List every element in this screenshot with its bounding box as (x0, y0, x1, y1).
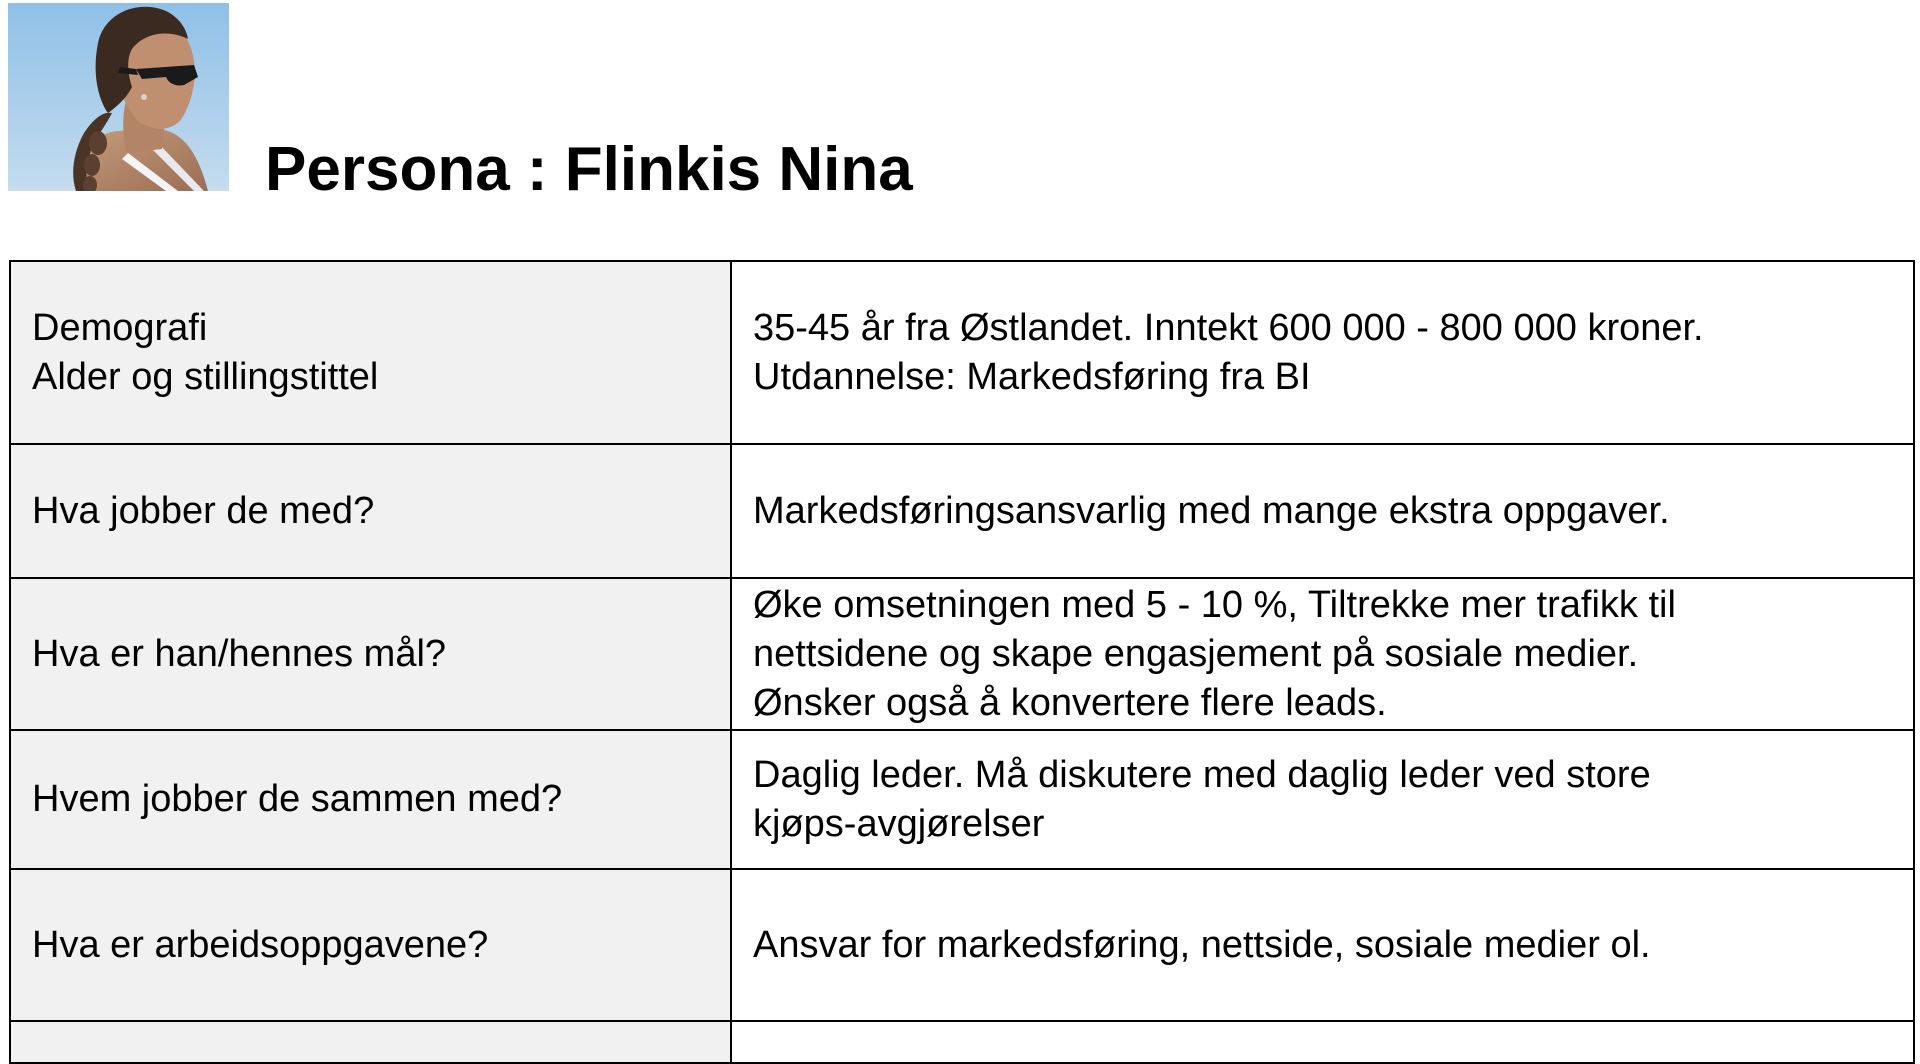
row-label: Hva er han/hennes mål? (32, 632, 447, 675)
row-value-cell (731, 261, 1914, 444)
row-value-cell (731, 869, 1914, 1021)
row-label: Demografi (32, 306, 208, 349)
persona-photo (8, 3, 229, 191)
avatar (8, 3, 229, 191)
row-label: Hva er arbeidsoppgavene? (32, 923, 489, 966)
row-label: Alder og stillingstittel (32, 355, 379, 398)
persona-table (9, 260, 1915, 1064)
row-value-cell (731, 444, 1914, 578)
row-label: Hvem jobber de sammen med? (32, 778, 563, 820)
row-value-cell (731, 578, 1914, 730)
row-label-cell (10, 869, 731, 1021)
row-value: 35-45 år fra Østlandet. Inntekt 600 000 - 800 000 kroner. (753, 306, 1704, 349)
row-label-cell (10, 578, 731, 730)
row-value: Utdannelse: Markedsføring fra BI (753, 355, 1311, 398)
row-value: Ansvar for markedsføring, nettside, sosiale medier ol. (753, 923, 1651, 966)
table-row (10, 261, 1914, 444)
row-value: kjøps-avgjørelser (753, 802, 1045, 845)
row-label-cell (10, 730, 731, 869)
table-row (10, 444, 1914, 578)
row-value-cell (731, 1021, 1914, 1063)
page-title: Persona : Flinkis Nina (265, 135, 913, 204)
row-label-cell (10, 444, 731, 578)
row-label: Hva jobber de med? (32, 489, 375, 532)
table-row (10, 869, 1914, 1021)
row-label-cell (10, 1021, 731, 1063)
row-value: Daglig leder. Må diskutere med daglig leder ved store (753, 753, 1651, 796)
row-value: Markedsføringsansvarlig med mange ekstra oppgaver. (753, 489, 1670, 532)
table-row (10, 730, 1914, 869)
row-value: nettsidene og skape engasjement på sosiale medier. (753, 632, 1639, 675)
row-value: Ønsker også å konvertere flere leads. (753, 681, 1387, 724)
table-row (10, 578, 1914, 730)
table-row (10, 1021, 1914, 1063)
row-label-cell (10, 261, 731, 444)
row-value-cell (731, 730, 1914, 869)
row-value: Øke omsetningen med 5 - 10 %, Tiltrekke mer trafikk til (753, 583, 1676, 626)
